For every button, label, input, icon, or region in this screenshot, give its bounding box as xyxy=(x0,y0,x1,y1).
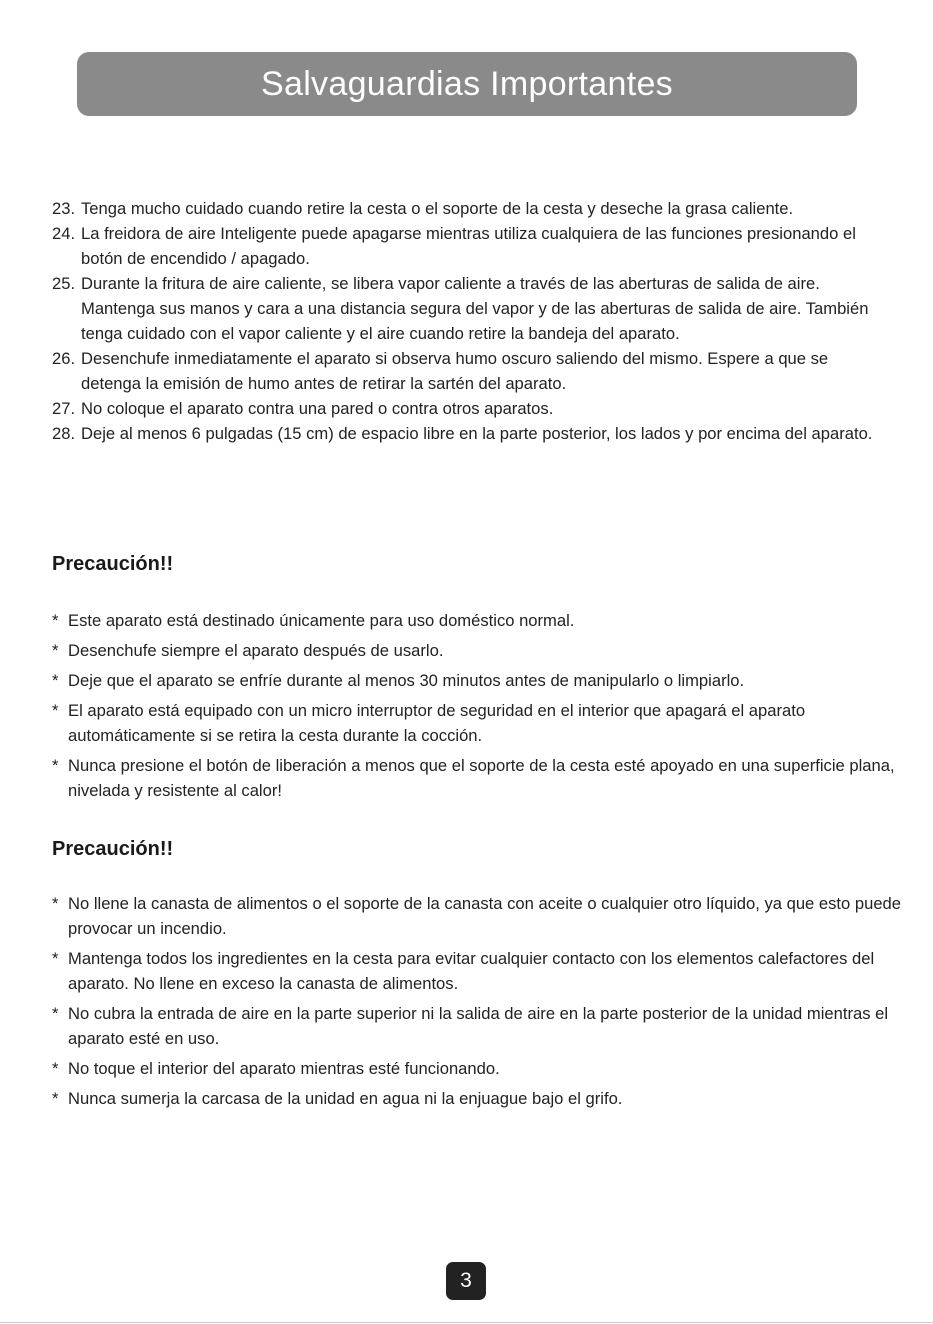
list-item xyxy=(52,221,892,271)
bullet-item xyxy=(52,608,902,633)
caution-list-1 xyxy=(52,608,902,808)
bullet-text: No llene la canasta de alimentos o el soporte de la canasta con aceite o cualquier otro líquido, ya que esto puede provocar un incendio. xyxy=(68,894,902,938)
bullet-text: Mantenga todos los ingredientes en la cesta para evitar cualquier contacto con los elementos calefactores del aparato. No llene en exceso la canasta de alimentos. xyxy=(68,949,875,993)
item-number: 25. xyxy=(52,274,76,293)
list-item xyxy=(52,196,892,221)
list-item xyxy=(52,346,892,396)
numbered-list xyxy=(52,196,892,446)
caution-heading-2: Precaución!! xyxy=(52,838,174,860)
bullet-star: * xyxy=(52,1089,59,1108)
item-number: 26. xyxy=(52,349,76,368)
bullet-text: No toque el interior del aparato mientras esté funcionando. xyxy=(68,1059,500,1078)
page-number-badge xyxy=(446,1262,486,1300)
bullet-star: * xyxy=(52,671,59,690)
item-text: Deje al menos 6 pulgadas (15 cm) de espacio libre en la parte posterior, los lados y por encima del aparato. xyxy=(81,424,873,443)
title-banner xyxy=(77,52,857,116)
caution-list-2 xyxy=(52,891,902,1116)
bullet-text: Deje que el aparato se enfríe durante al menos 30 minutos antes de manipularlo o limpiarlo. xyxy=(68,671,745,690)
bullet-star: * xyxy=(52,641,59,660)
bottom-divider xyxy=(0,1322,933,1323)
bullet-star: * xyxy=(52,611,59,630)
caution-heading-1: Precaución!! xyxy=(52,553,174,575)
bullet-item xyxy=(52,946,902,996)
page-title: Salvaguardias Importantes xyxy=(261,64,673,103)
page-number: 3 xyxy=(460,1269,472,1292)
bullet-item xyxy=(52,668,902,693)
item-text: Tenga mucho cuidado cuando retire la cesta o el soporte de la cesta y deseche la grasa caliente. xyxy=(81,199,794,218)
bullet-star: * xyxy=(52,1059,59,1078)
bullet-text: Desenchufe siempre el aparato después de usarlo. xyxy=(68,641,444,660)
item-number: 23. xyxy=(52,199,76,218)
bullet-star: * xyxy=(52,756,59,775)
item-number: 24. xyxy=(52,224,76,243)
bullet-text: El aparato está equipado con un micro interruptor de seguridad en el interior que apagará el aparato automáticamente si se retira la cesta durante la cocción. xyxy=(68,701,806,745)
bullet-item xyxy=(52,1086,902,1111)
bullet-text: Nunca sumerja la carcasa de la unidad en agua ni la enjuague bajo el grifo. xyxy=(68,1089,623,1108)
bullet-text: Nunca presione el botón de liberación a menos que el soporte de la cesta esté apoyado en una superficie plana, nivelada y resistente al calor! xyxy=(68,756,895,800)
list-item xyxy=(52,396,892,421)
bullet-text: No cubra la entrada de aire en la parte superior ni la salida de aire en la parte posterior de la unidad mientras el aparato esté en uso. xyxy=(68,1004,889,1048)
bullet-item xyxy=(52,891,902,941)
bullet-star: * xyxy=(52,894,59,913)
item-text: Desenchufe inmediatamente el aparato si observa humo oscuro saliendo del mismo. Espere a que se detenga la emisión de humo antes de retirar la sartén del aparato. xyxy=(81,349,829,393)
bullet-star: * xyxy=(52,701,59,720)
bullet-text: Este aparato está destinado únicamente para uso doméstico normal. xyxy=(68,611,575,630)
bullet-item xyxy=(52,753,902,803)
bullet-star: * xyxy=(52,1004,59,1023)
list-item xyxy=(52,421,892,446)
item-text: Durante la fritura de aire caliente, se libera vapor caliente a través de las aberturas de salida de aire. Mantenga sus manos y cara a una distancia segura del vapor y de las aberturas de salida de aire. También tenga cuidado con el vapor caliente y el aire cuando retire la bandeja del aparato. xyxy=(81,274,869,343)
item-text: No coloque el aparato contra una pared o contra otros aparatos. xyxy=(81,399,554,418)
list-item xyxy=(52,271,892,346)
item-number: 28. xyxy=(52,424,76,443)
item-number: 27. xyxy=(52,399,76,418)
bullet-item xyxy=(52,1056,902,1081)
bullet-item xyxy=(52,638,902,663)
bullet-item xyxy=(52,698,902,748)
item-text: La freidora de aire Inteligente puede apagarse mientras utiliza cualquiera de las funciones presionando el botón de encendido / apagado. xyxy=(81,224,856,268)
bullet-star: * xyxy=(52,949,59,968)
bullet-item xyxy=(52,1001,902,1051)
